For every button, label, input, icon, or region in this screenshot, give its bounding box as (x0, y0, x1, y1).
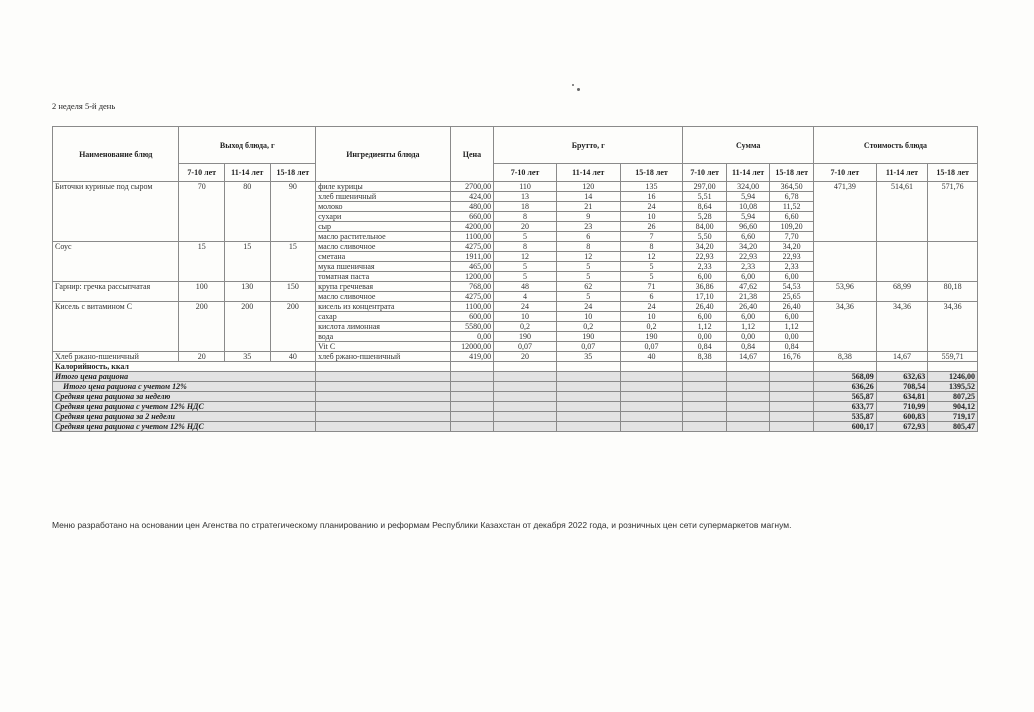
empty-cell (726, 422, 770, 432)
empty-cell (494, 392, 557, 402)
ingredient-brutto: 8 (556, 242, 620, 252)
empty-cell (620, 402, 683, 412)
ingredient-sum: 2,33 (726, 262, 770, 272)
ingredient-sum: 6,00 (770, 272, 814, 282)
ingredient-sum: 7,70 (770, 232, 814, 242)
ingredient-sum: 17,10 (683, 292, 727, 302)
empty-cell (556, 412, 620, 422)
ingredient-price: 600,00 (450, 312, 494, 322)
ingredient-sum: 84,00 (683, 222, 727, 232)
page-header: 2 неделя 5-й день (52, 101, 116, 111)
ingredient-sum: 0,00 (770, 332, 814, 342)
dish-cost: 8,38 (813, 352, 876, 362)
ingredient-name: сыр (316, 222, 451, 232)
col-sum: Сумма (683, 127, 814, 164)
ingredient-sum: 2,33 (683, 262, 727, 272)
summary-row (53, 372, 978, 382)
table-row (53, 242, 978, 252)
dish-yield: 15 (225, 242, 271, 282)
ingredient-sum: 2,33 (770, 262, 814, 272)
ingredient-brutto: 0,07 (494, 342, 557, 352)
ingredient-brutto: 5 (556, 272, 620, 282)
ingredient-sum: 5,94 (726, 192, 770, 202)
menu-table (52, 126, 978, 432)
ingredient-brutto: 5 (620, 272, 683, 282)
age-group-header: 15-18 лет (928, 164, 978, 182)
col-cost: Стоимость блюда (813, 127, 977, 164)
empty-cell (450, 362, 494, 372)
dish-cost: 80,18 (928, 282, 978, 302)
ingredient-price: 1100,00 (450, 302, 494, 312)
ingredient-brutto: 5 (494, 232, 557, 242)
age-group-header: 7-10 лет (494, 164, 557, 182)
age-group-header: 15-18 лет (270, 164, 316, 182)
summary-value: 710,99 (876, 402, 928, 412)
ingredient-brutto: 8 (620, 242, 683, 252)
summary-label: Средняя цена рациона за неделю (53, 392, 316, 402)
ingredient-brutto: 12 (620, 252, 683, 262)
ingredient-sum: 0,00 (683, 332, 727, 342)
ingredient-brutto: 10 (620, 312, 683, 322)
dish-cost: 34,36 (813, 302, 876, 352)
ingredient-price: 480,00 (450, 202, 494, 212)
col-price: Цена (450, 127, 494, 182)
empty-cell (683, 412, 727, 422)
ingredient-sum: 5,28 (683, 212, 727, 222)
ingredient-brutto: 5 (620, 262, 683, 272)
empty-cell (620, 412, 683, 422)
empty-cell (316, 422, 451, 432)
ingredient-price: 4275,00 (450, 292, 494, 302)
dish-name: Гарнир: гречка рассыпчатая (53, 282, 179, 302)
dish-cost (876, 242, 928, 282)
empty-cell (556, 362, 620, 372)
age-group-header: 7-10 лет (813, 164, 876, 182)
ingredient-brutto: 110 (494, 182, 557, 192)
ingredient-name: сахар (316, 312, 451, 322)
ingredient-name: Vit C (316, 342, 451, 352)
ingredient-sum: 34,20 (770, 242, 814, 252)
ingredient-name: хлеб ржано-пшеничный (316, 352, 451, 362)
summary-value: 568,09 (813, 372, 876, 382)
ingredient-sum: 1,12 (770, 322, 814, 332)
summary-label: Итого цена рациона с учетом 12% (53, 382, 316, 392)
ingredient-sum: 22,93 (683, 252, 727, 262)
empty-cell (683, 382, 727, 392)
ingredient-brutto: 7 (620, 232, 683, 242)
table-row (53, 182, 978, 192)
ingredient-brutto: 23 (556, 222, 620, 232)
ingredient-name: крупа гречневая (316, 282, 451, 292)
summary-value: 535,87 (813, 412, 876, 422)
ingredient-brutto: 24 (556, 302, 620, 312)
empty-cell (813, 362, 876, 372)
empty-cell (620, 422, 683, 432)
ingredient-sum: 34,20 (726, 242, 770, 252)
ingredient-name: молоко (316, 202, 451, 212)
col-yield: Выход блюда, г (179, 127, 316, 164)
summary-row (53, 422, 978, 432)
ingredient-sum: 6,00 (770, 312, 814, 322)
calories-label: Калорийность, ккал (53, 362, 316, 372)
empty-cell (450, 372, 494, 382)
empty-cell (726, 382, 770, 392)
age-group-header: 7-10 лет (683, 164, 727, 182)
ingredient-brutto: 8 (494, 242, 557, 252)
summary-value: 719,17 (928, 412, 978, 422)
ingredient-price: 12000,00 (450, 342, 494, 352)
summary-value: 632,63 (876, 372, 928, 382)
age-group-header: 11-14 лет (726, 164, 770, 182)
empty-cell (726, 402, 770, 412)
dish-cost: 559,71 (928, 352, 978, 362)
empty-cell (556, 402, 620, 412)
empty-cell (620, 382, 683, 392)
empty-cell (494, 362, 557, 372)
ingredient-sum: 14,67 (726, 352, 770, 362)
ingredient-brutto: 6 (556, 232, 620, 242)
ingredient-price: 1911,00 (450, 252, 494, 262)
ingredient-price: 5580,00 (450, 322, 494, 332)
empty-cell (316, 372, 451, 382)
summary-label: Итого цена рациона (53, 372, 316, 382)
ingredient-price: 465,00 (450, 262, 494, 272)
ingredient-sum: 8,64 (683, 202, 727, 212)
ingredient-name: сметана (316, 252, 451, 262)
age-group-header: 11-14 лет (225, 164, 271, 182)
table-row (53, 302, 978, 312)
ingredient-brutto: 4 (494, 292, 557, 302)
empty-cell (726, 362, 770, 372)
ingredient-sum: 1,12 (726, 322, 770, 332)
ingredient-sum: 6,00 (726, 312, 770, 322)
ingredient-brutto: 18 (494, 202, 557, 212)
ingredient-sum: 0,00 (726, 332, 770, 342)
ingredient-brutto: 9 (556, 212, 620, 222)
summary-value: 1246,00 (928, 372, 978, 382)
empty-cell (316, 382, 451, 392)
ingredient-brutto: 21 (556, 202, 620, 212)
ingredient-sum: 25,65 (770, 292, 814, 302)
ingredient-sum: 22,93 (770, 252, 814, 262)
dish-yield: 35 (225, 352, 271, 362)
ingredient-brutto: 71 (620, 282, 683, 292)
summary-row (53, 402, 978, 412)
ingredient-sum: 22,93 (726, 252, 770, 262)
ingredient-brutto: 5 (494, 262, 557, 272)
empty-cell (770, 402, 814, 412)
ingredient-sum: 297,00 (683, 182, 727, 192)
col-dish-name: Наименование блюд (53, 127, 179, 182)
summary-value: 565,87 (813, 392, 876, 402)
summary-row (53, 412, 978, 422)
empty-cell (620, 372, 683, 382)
summary-value: 633,77 (813, 402, 876, 412)
empty-cell (928, 362, 978, 372)
empty-cell (770, 372, 814, 382)
summary-value: 600,83 (876, 412, 928, 422)
ingredient-brutto: 62 (556, 282, 620, 292)
dish-yield: 150 (270, 282, 316, 302)
dish-cost: 571,76 (928, 182, 978, 242)
table-row (53, 282, 978, 292)
ingredient-brutto: 24 (494, 302, 557, 312)
ingredient-sum: 11,52 (770, 202, 814, 212)
ingredient-price: 4200,00 (450, 222, 494, 232)
ingredient-brutto: 40 (620, 352, 683, 362)
dish-cost: 514,61 (876, 182, 928, 242)
ingredient-brutto: 190 (556, 332, 620, 342)
ingredient-brutto: 5 (556, 292, 620, 302)
summary-value: 904,12 (928, 402, 978, 412)
dish-name: Хлеб ржано-пшеничный (53, 352, 179, 362)
ingredient-name: сухари (316, 212, 451, 222)
ingredient-brutto: 24 (620, 302, 683, 312)
empty-cell (316, 362, 451, 372)
table-row (53, 352, 978, 362)
ingredient-sum: 16,76 (770, 352, 814, 362)
empty-cell (620, 362, 683, 372)
ingredient-brutto: 5 (494, 272, 557, 282)
ingredient-sum: 5,51 (683, 192, 727, 202)
summary-label: Средняя цена рациона с учетом 12% НДС (53, 402, 316, 412)
ingredient-price: 424,00 (450, 192, 494, 202)
ingredient-price: 768,00 (450, 282, 494, 292)
summary-label: Средняя цена рациона с учетом 12% НДС (53, 422, 316, 432)
ingredient-brutto: 14 (556, 192, 620, 202)
empty-cell (726, 392, 770, 402)
dish-yield: 90 (270, 182, 316, 242)
ingredient-price: 1100,00 (450, 232, 494, 242)
scan-speck (572, 84, 574, 86)
empty-cell (683, 392, 727, 402)
scan-speck (577, 88, 580, 91)
empty-cell (683, 362, 727, 372)
dish-yield: 130 (225, 282, 271, 302)
ingredient-brutto: 20 (494, 352, 557, 362)
ingredient-brutto: 6 (620, 292, 683, 302)
empty-cell (726, 412, 770, 422)
empty-cell (556, 422, 620, 432)
ingredient-name: хлеб пшеничный (316, 192, 451, 202)
empty-cell (494, 402, 557, 412)
dish-name: Кисель с витамином С (53, 302, 179, 352)
empty-cell (494, 422, 557, 432)
empty-cell (556, 392, 620, 402)
empty-cell (770, 392, 814, 402)
ingredient-price: 660,00 (450, 212, 494, 222)
ingredient-price: 4275,00 (450, 242, 494, 252)
ingredient-brutto: 0,2 (620, 322, 683, 332)
summary-row (53, 392, 978, 402)
summary-value: 636,26 (813, 382, 876, 392)
summary-value: 672,93 (876, 422, 928, 432)
dish-cost: 34,36 (928, 302, 978, 352)
dish-yield: 200 (179, 302, 225, 352)
ingredient-brutto: 135 (620, 182, 683, 192)
ingredient-brutto: 12 (556, 252, 620, 262)
ingredient-sum: 0,84 (770, 342, 814, 352)
empty-cell (770, 362, 814, 372)
ingredient-brutto: 120 (556, 182, 620, 192)
dish-cost: 68,99 (876, 282, 928, 302)
dish-cost (928, 242, 978, 282)
dish-yield: 200 (270, 302, 316, 352)
ingredient-sum: 6,78 (770, 192, 814, 202)
ingredient-name: масло растительное (316, 232, 451, 242)
empty-cell (770, 382, 814, 392)
ingredient-sum: 6,60 (770, 212, 814, 222)
age-group-header: 15-18 лет (770, 164, 814, 182)
empty-cell (494, 412, 557, 422)
empty-cell (770, 412, 814, 422)
ingredient-brutto: 20 (494, 222, 557, 232)
ingredient-sum: 6,60 (726, 232, 770, 242)
empty-cell (316, 412, 451, 422)
empty-cell (316, 402, 451, 412)
ingredient-sum: 6,00 (683, 272, 727, 282)
ingredient-brutto: 0,2 (556, 322, 620, 332)
dish-cost: 34,36 (876, 302, 928, 352)
age-group-header: 11-14 лет (556, 164, 620, 182)
ingredient-sum: 6,00 (683, 312, 727, 322)
ingredient-price: 419,00 (450, 352, 494, 362)
footer-note: Меню разработано на основании цен Агенства по стратегическому планированию и реформам Республики Казахстан от декабря 2022 года, и розничных цен сети супермаркетов магнум. (52, 520, 792, 530)
ingredient-brutto: 10 (556, 312, 620, 322)
dish-yield: 20 (179, 352, 225, 362)
summary-value: 1395,52 (928, 382, 978, 392)
empty-cell (770, 422, 814, 432)
dish-cost: 53,96 (813, 282, 876, 302)
ingredient-sum: 5,94 (726, 212, 770, 222)
calories-row (53, 362, 978, 372)
empty-cell (450, 412, 494, 422)
ingredient-name: мука пшеничная (316, 262, 451, 272)
dish-name: Биточки куриные под сыром (53, 182, 179, 242)
ingredient-sum: 6,00 (726, 272, 770, 282)
ingredient-name: вода (316, 332, 451, 342)
summary-value: 807,25 (928, 392, 978, 402)
ingredient-name: масло сливочное (316, 292, 451, 302)
age-group-header: 7-10 лет (179, 164, 225, 182)
dish-name: Соус (53, 242, 179, 282)
ingredient-brutto: 10 (494, 312, 557, 322)
empty-cell (683, 402, 727, 412)
summary-value: 805,47 (928, 422, 978, 432)
ingredient-sum: 54,53 (770, 282, 814, 292)
ingredient-sum: 324,00 (726, 182, 770, 192)
ingredient-brutto: 0,2 (494, 322, 557, 332)
empty-cell (450, 402, 494, 412)
dish-yield: 15 (270, 242, 316, 282)
empty-cell (450, 422, 494, 432)
dish-cost: 14,67 (876, 352, 928, 362)
ingredient-sum: 36,86 (683, 282, 727, 292)
ingredient-brutto: 5 (556, 262, 620, 272)
ingredient-brutto: 26 (620, 222, 683, 232)
empty-cell (450, 392, 494, 402)
ingredient-sum: 26,40 (726, 302, 770, 312)
empty-cell (494, 372, 557, 382)
ingredient-sum: 10,08 (726, 202, 770, 212)
age-group-header: 15-18 лет (620, 164, 683, 182)
ingredient-brutto: 190 (494, 332, 557, 342)
ingredient-brutto: 0,07 (556, 342, 620, 352)
dish-yield: 15 (179, 242, 225, 282)
ingredient-sum: 8,38 (683, 352, 727, 362)
ingredient-sum: 26,40 (770, 302, 814, 312)
empty-cell (683, 422, 727, 432)
ingredient-brutto: 0,07 (620, 342, 683, 352)
col-brutto: Брутто, г (494, 127, 683, 164)
empty-cell (494, 382, 557, 392)
empty-cell (450, 382, 494, 392)
ingredient-brutto: 8 (494, 212, 557, 222)
ingredient-sum: 0,84 (683, 342, 727, 352)
empty-cell (316, 392, 451, 402)
col-ingredients: Ингредиенты блюда (316, 127, 451, 182)
ingredient-sum: 109,20 (770, 222, 814, 232)
ingredient-sum: 0,84 (726, 342, 770, 352)
ingredient-sum: 26,40 (683, 302, 727, 312)
empty-cell (726, 372, 770, 382)
dish-yield: 40 (270, 352, 316, 362)
summary-label: Средняя цена рациона за 2 недели (53, 412, 316, 422)
empty-cell (620, 392, 683, 402)
ingredient-sum: 34,20 (683, 242, 727, 252)
ingredient-sum: 364,50 (770, 182, 814, 192)
ingredient-brutto: 24 (620, 202, 683, 212)
empty-cell (683, 372, 727, 382)
empty-cell (876, 362, 928, 372)
ingredient-price: 2700,00 (450, 182, 494, 192)
ingredient-price: 1200,00 (450, 272, 494, 282)
ingredient-brutto: 190 (620, 332, 683, 342)
summary-row (53, 382, 978, 392)
dish-yield: 100 (179, 282, 225, 302)
ingredient-name: томатная паста (316, 272, 451, 282)
ingredient-brutto: 12 (494, 252, 557, 262)
empty-cell (556, 382, 620, 392)
ingredient-sum: 21,38 (726, 292, 770, 302)
ingredient-brutto: 48 (494, 282, 557, 292)
summary-value: 600,17 (813, 422, 876, 432)
ingredient-brutto: 35 (556, 352, 620, 362)
ingredient-brutto: 10 (620, 212, 683, 222)
ingredient-brutto: 16 (620, 192, 683, 202)
ingredient-brutto: 13 (494, 192, 557, 202)
ingredient-sum: 96,60 (726, 222, 770, 232)
dish-yield: 200 (225, 302, 271, 352)
empty-cell (556, 372, 620, 382)
dish-yield: 70 (179, 182, 225, 242)
summary-value: 708,54 (876, 382, 928, 392)
dish-yield: 80 (225, 182, 271, 242)
dish-cost: 471,39 (813, 182, 876, 242)
ingredient-sum: 47,62 (726, 282, 770, 292)
ingredient-sum: 1,12 (683, 322, 727, 332)
ingredient-name: кисель из концентрата (316, 302, 451, 312)
age-group-header: 11-14 лет (876, 164, 928, 182)
ingredient-sum: 5,50 (683, 232, 727, 242)
ingredient-name: кислота лимонная (316, 322, 451, 332)
ingredient-name: филе курицы (316, 182, 451, 192)
ingredient-name: масло сливочное (316, 242, 451, 252)
summary-value: 634,81 (876, 392, 928, 402)
ingredient-price: 0,00 (450, 332, 494, 342)
dish-cost (813, 242, 876, 282)
